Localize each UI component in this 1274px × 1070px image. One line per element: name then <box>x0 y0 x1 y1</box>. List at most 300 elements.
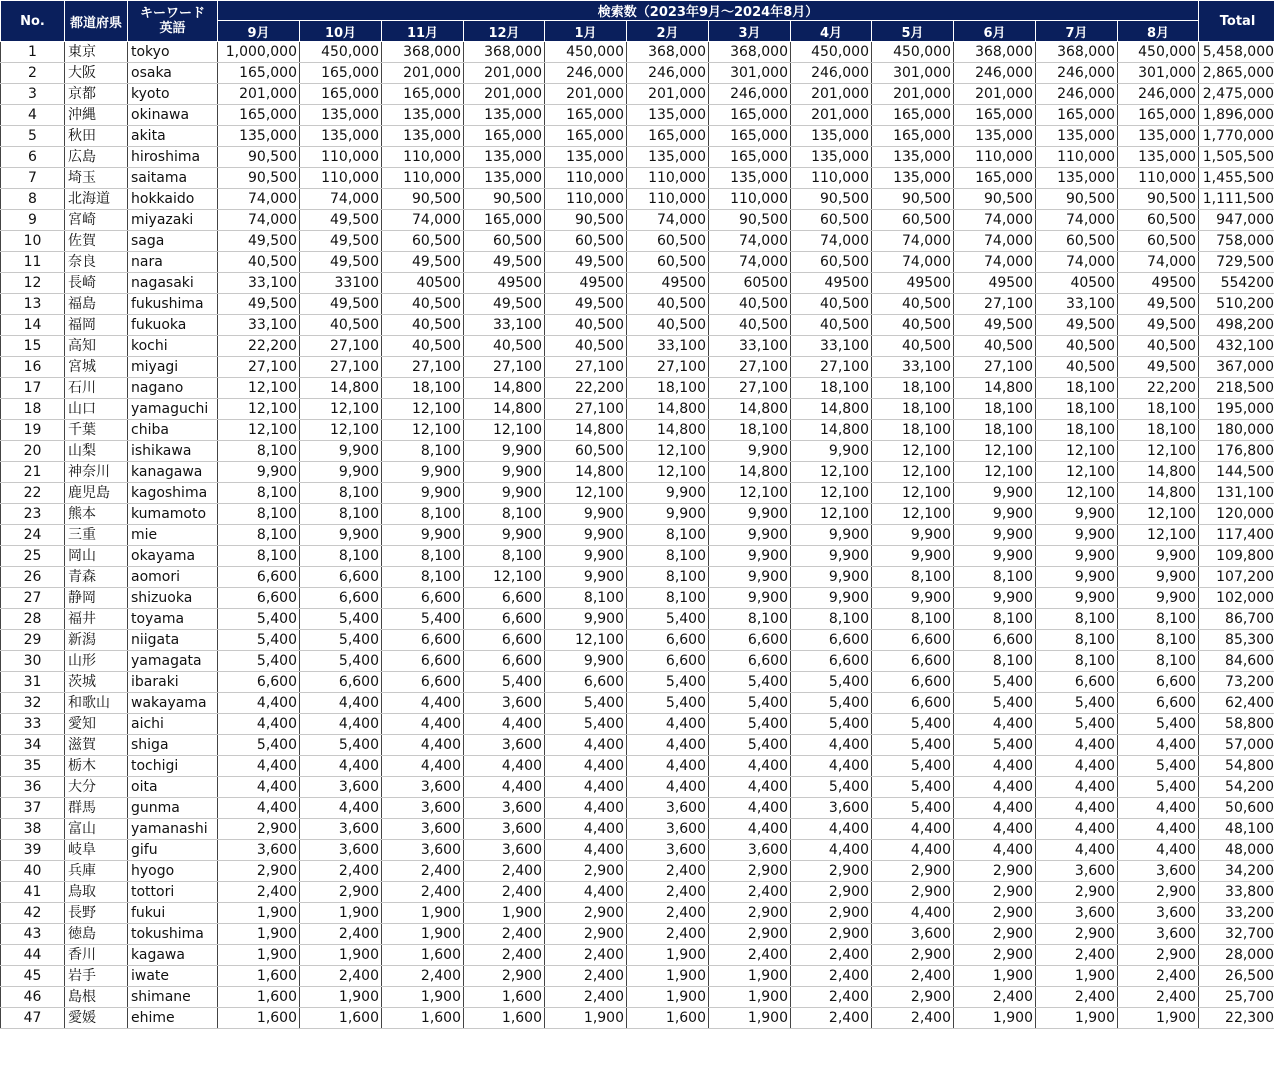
monthly-search-count: 14,800 <box>545 420 627 441</box>
monthly-search-count: 135,000 <box>1118 147 1199 168</box>
monthly-search-count: 74,000 <box>218 210 300 231</box>
monthly-search-count: 49,500 <box>1118 294 1199 315</box>
prefecture-name: 大阪 <box>65 63 128 84</box>
row-number: 7 <box>1 168 65 189</box>
total-search-count: 85,300 <box>1199 630 1274 651</box>
prefecture-name: 熊本 <box>65 504 128 525</box>
monthly-search-count: 6,600 <box>627 630 709 651</box>
monthly-search-count: 40,500 <box>1118 336 1199 357</box>
monthly-search-count: 60,500 <box>464 231 545 252</box>
monthly-search-count: 8,100 <box>218 504 300 525</box>
row-number: 29 <box>1 630 65 651</box>
monthly-search-count: 301,000 <box>1118 63 1199 84</box>
monthly-search-count: 4,400 <box>709 756 791 777</box>
monthly-search-count: 4,400 <box>382 714 464 735</box>
keyword-english: fukui <box>128 903 218 924</box>
prefecture-name: 兵庫 <box>65 861 128 882</box>
monthly-search-count: 33,100 <box>464 315 545 336</box>
monthly-search-count: 40,500 <box>709 294 791 315</box>
monthly-search-count: 201,000 <box>382 63 464 84</box>
header-month: 12月 <box>464 21 545 42</box>
monthly-search-count: 9,900 <box>464 483 545 504</box>
monthly-search-count: 2,900 <box>954 882 1036 903</box>
monthly-search-count: 49,500 <box>545 294 627 315</box>
total-search-count: 25,700 <box>1199 987 1274 1008</box>
monthly-search-count: 8,100 <box>300 504 382 525</box>
monthly-search-count: 4,400 <box>300 693 382 714</box>
row-number: 43 <box>1 924 65 945</box>
monthly-search-count: 135,000 <box>382 105 464 126</box>
monthly-search-count: 110,000 <box>300 147 382 168</box>
monthly-search-count: 3,600 <box>464 735 545 756</box>
monthly-search-count: 60,500 <box>1036 231 1118 252</box>
row-number: 5 <box>1 126 65 147</box>
table-row <box>1 546 1274 567</box>
prefecture-name: 山形 <box>65 651 128 672</box>
monthly-search-count: 9,900 <box>954 504 1036 525</box>
monthly-search-count: 49,500 <box>218 294 300 315</box>
monthly-search-count: 49,500 <box>464 252 545 273</box>
keyword-english: tokushima <box>128 924 218 945</box>
table-row <box>1 420 1274 441</box>
monthly-search-count: 74,000 <box>627 210 709 231</box>
monthly-search-count: 1,900 <box>627 966 709 987</box>
monthly-search-count: 74,000 <box>791 231 872 252</box>
monthly-search-count: 18,100 <box>872 399 954 420</box>
monthly-search-count: 9,900 <box>300 462 382 483</box>
table-row <box>1 231 1274 252</box>
monthly-search-count: 40,500 <box>218 252 300 273</box>
monthly-search-count: 4,400 <box>545 882 627 903</box>
monthly-search-count: 110,000 <box>545 168 627 189</box>
monthly-search-count: 9,900 <box>709 504 791 525</box>
monthly-search-count: 301,000 <box>872 63 954 84</box>
total-search-count: 33,800 <box>1199 882 1274 903</box>
monthly-search-count: 33,100 <box>218 273 300 294</box>
header-keyword-line2: 英語 <box>159 21 186 36</box>
monthly-search-count: 110,000 <box>954 147 1036 168</box>
monthly-search-count: 74,000 <box>382 210 464 231</box>
monthly-search-count: 3,600 <box>627 840 709 861</box>
monthly-search-count: 9,900 <box>300 525 382 546</box>
row-number: 17 <box>1 378 65 399</box>
monthly-search-count: 8,100 <box>218 546 300 567</box>
monthly-search-count: 165,000 <box>709 126 791 147</box>
monthly-search-count: 6,600 <box>709 630 791 651</box>
monthly-search-count: 3,600 <box>1036 903 1118 924</box>
monthly-search-count: 2,400 <box>1118 966 1199 987</box>
monthly-search-count: 40,500 <box>872 336 954 357</box>
monthly-search-count: 6,600 <box>382 630 464 651</box>
keyword-english: tottori <box>128 882 218 903</box>
prefecture-name: 富山 <box>65 819 128 840</box>
monthly-search-count: 4,400 <box>1036 735 1118 756</box>
monthly-search-count: 9,900 <box>954 483 1036 504</box>
monthly-search-count: 14,800 <box>1118 462 1199 483</box>
monthly-search-count: 12,100 <box>218 378 300 399</box>
table-row <box>1 189 1274 210</box>
table-row <box>1 630 1274 651</box>
monthly-search-count: 1,600 <box>218 966 300 987</box>
monthly-search-count: 3,600 <box>1036 861 1118 882</box>
monthly-search-count: 6,600 <box>872 693 954 714</box>
table-row <box>1 105 1274 126</box>
monthly-search-count: 33,100 <box>218 315 300 336</box>
monthly-search-count: 90,500 <box>1036 189 1118 210</box>
monthly-search-count: 1,900 <box>382 924 464 945</box>
monthly-search-count: 2,400 <box>1118 987 1199 1008</box>
monthly-search-count: 18,100 <box>1118 399 1199 420</box>
monthly-search-count: 3,600 <box>382 798 464 819</box>
monthly-search-count: 40,500 <box>627 315 709 336</box>
monthly-search-count: 90,500 <box>1118 189 1199 210</box>
monthly-search-count: 3,600 <box>300 840 382 861</box>
monthly-search-count: 135,000 <box>872 168 954 189</box>
monthly-search-count: 9,900 <box>1036 546 1118 567</box>
monthly-search-count: 4,400 <box>464 777 545 798</box>
keyword-english: shizuoka <box>128 588 218 609</box>
monthly-search-count: 5,400 <box>218 630 300 651</box>
monthly-search-count: 8,100 <box>218 441 300 462</box>
monthly-search-count: 3,600 <box>627 819 709 840</box>
monthly-search-count: 12,100 <box>709 483 791 504</box>
monthly-search-count: 49500 <box>627 273 709 294</box>
row-number: 32 <box>1 693 65 714</box>
monthly-search-count: 90,500 <box>791 189 872 210</box>
monthly-search-count: 9,900 <box>627 504 709 525</box>
monthly-search-count: 2,400 <box>464 945 545 966</box>
keyword-english: mie <box>128 525 218 546</box>
monthly-search-count: 12,100 <box>1118 525 1199 546</box>
monthly-search-count: 2,400 <box>627 903 709 924</box>
header-month: 3月 <box>709 21 791 42</box>
prefecture-name: 愛知 <box>65 714 128 735</box>
monthly-search-count: 33100 <box>300 273 382 294</box>
monthly-search-count: 8,100 <box>627 525 709 546</box>
monthly-search-count: 2,900 <box>791 903 872 924</box>
table-row <box>1 210 1274 231</box>
monthly-search-count: 9,900 <box>464 462 545 483</box>
table-row <box>1 609 1274 630</box>
keyword-english: miyazaki <box>128 210 218 231</box>
total-search-count: 54,200 <box>1199 777 1274 798</box>
total-search-count: 84,600 <box>1199 651 1274 672</box>
monthly-search-count: 40,500 <box>1036 357 1118 378</box>
monthly-search-count: 18,100 <box>872 420 954 441</box>
monthly-search-count: 49,500 <box>382 252 464 273</box>
prefecture-name: 群馬 <box>65 798 128 819</box>
monthly-search-count: 4,400 <box>545 798 627 819</box>
monthly-search-count: 33,100 <box>709 336 791 357</box>
total-search-count: 54,800 <box>1199 756 1274 777</box>
monthly-search-count: 40,500 <box>382 315 464 336</box>
monthly-search-count: 2,900 <box>1036 924 1118 945</box>
monthly-search-count: 60,500 <box>545 231 627 252</box>
monthly-search-count: 165,000 <box>627 126 709 147</box>
keyword-english: kanagawa <box>128 462 218 483</box>
row-number: 24 <box>1 525 65 546</box>
monthly-search-count: 165,000 <box>300 63 382 84</box>
monthly-search-count: 6,600 <box>872 672 954 693</box>
monthly-search-count: 246,000 <box>954 63 1036 84</box>
monthly-search-count: 3,600 <box>300 819 382 840</box>
monthly-search-count: 4,400 <box>382 756 464 777</box>
monthly-search-count: 1,900 <box>1036 966 1118 987</box>
monthly-search-count: 2,900 <box>709 903 791 924</box>
monthly-search-count: 9,900 <box>791 441 872 462</box>
prefecture-name: 和歌山 <box>65 693 128 714</box>
monthly-search-count: 5,400 <box>627 609 709 630</box>
monthly-search-count: 165,000 <box>218 105 300 126</box>
monthly-search-count: 165,000 <box>709 147 791 168</box>
monthly-search-count: 5,400 <box>954 735 1036 756</box>
monthly-search-count: 135,000 <box>545 147 627 168</box>
monthly-search-count: 1,900 <box>300 987 382 1008</box>
prefecture-name: 徳島 <box>65 924 128 945</box>
prefecture-name: 石川 <box>65 378 128 399</box>
monthly-search-count: 5,400 <box>464 672 545 693</box>
monthly-search-count: 4,400 <box>1118 735 1199 756</box>
total-search-count: 1,111,500 <box>1199 189 1274 210</box>
keyword-english: okayama <box>128 546 218 567</box>
monthly-search-count: 40,500 <box>300 315 382 336</box>
monthly-search-count: 5,400 <box>545 714 627 735</box>
monthly-search-count: 6,600 <box>300 567 382 588</box>
monthly-search-count: 6,600 <box>300 672 382 693</box>
monthly-search-count: 40,500 <box>954 336 1036 357</box>
monthly-search-count: 3,600 <box>791 798 872 819</box>
total-search-count: 1,505,500 <box>1199 147 1274 168</box>
monthly-search-count: 5,400 <box>300 609 382 630</box>
monthly-search-count: 9,900 <box>872 546 954 567</box>
keyword-english: yamaguchi <box>128 399 218 420</box>
monthly-search-count: 18,100 <box>1036 420 1118 441</box>
monthly-search-count: 110,000 <box>627 168 709 189</box>
total-search-count: 218,500 <box>1199 378 1274 399</box>
monthly-search-count: 246,000 <box>1118 84 1199 105</box>
monthly-search-count: 5,400 <box>300 651 382 672</box>
keyword-english: saga <box>128 231 218 252</box>
monthly-search-count: 201,000 <box>545 84 627 105</box>
monthly-search-count: 6,600 <box>1036 672 1118 693</box>
monthly-search-count: 12,100 <box>627 441 709 462</box>
row-number: 12 <box>1 273 65 294</box>
prefecture-name: 鹿児島 <box>65 483 128 504</box>
keyword-english: toyama <box>128 609 218 630</box>
monthly-search-count: 14,800 <box>791 420 872 441</box>
monthly-search-count: 135,000 <box>627 147 709 168</box>
monthly-search-count: 49,500 <box>1118 315 1199 336</box>
monthly-search-count: 2,900 <box>218 819 300 840</box>
monthly-search-count: 12,100 <box>791 504 872 525</box>
monthly-search-count: 90,500 <box>954 189 1036 210</box>
monthly-search-count: 6,600 <box>382 588 464 609</box>
monthly-search-count: 8,100 <box>382 546 464 567</box>
monthly-search-count: 5,400 <box>627 672 709 693</box>
monthly-search-count: 49,500 <box>954 315 1036 336</box>
monthly-search-count: 135,000 <box>464 168 545 189</box>
monthly-search-count: 27,100 <box>791 357 872 378</box>
keyword-english: shimane <box>128 987 218 1008</box>
monthly-search-count: 5,400 <box>382 609 464 630</box>
table-row <box>1 378 1274 399</box>
monthly-search-count: 9,900 <box>545 525 627 546</box>
monthly-search-count: 4,400 <box>791 735 872 756</box>
total-search-count: 117,400 <box>1199 525 1274 546</box>
monthly-search-count: 5,400 <box>627 693 709 714</box>
monthly-search-count: 2,900 <box>709 924 791 945</box>
prefecture-name: 茨城 <box>65 672 128 693</box>
monthly-search-count: 14,800 <box>709 462 791 483</box>
monthly-search-count: 5,400 <box>709 672 791 693</box>
monthly-search-count: 246,000 <box>709 84 791 105</box>
header-month: 4月 <box>791 21 872 42</box>
monthly-search-count: 27,100 <box>954 357 1036 378</box>
monthly-search-count: 12,100 <box>1036 483 1118 504</box>
total-search-count: 26,500 <box>1199 966 1274 987</box>
header-month: 7月 <box>1036 21 1118 42</box>
monthly-search-count: 2,900 <box>218 861 300 882</box>
monthly-search-count: 18,100 <box>954 420 1036 441</box>
monthly-search-count: 12,100 <box>872 462 954 483</box>
monthly-search-count: 9,900 <box>954 588 1036 609</box>
monthly-search-count: 9,900 <box>218 462 300 483</box>
table-row <box>1 84 1274 105</box>
row-number: 14 <box>1 315 65 336</box>
monthly-search-count: 2,900 <box>545 861 627 882</box>
table-row <box>1 672 1274 693</box>
monthly-search-count: 18,100 <box>1036 399 1118 420</box>
header-month: 9月 <box>218 21 300 42</box>
prefecture-name: 岡山 <box>65 546 128 567</box>
monthly-search-count: 368,000 <box>954 42 1036 63</box>
monthly-search-count: 2,900 <box>545 924 627 945</box>
monthly-search-count: 49,500 <box>1118 357 1199 378</box>
monthly-search-count: 450,000 <box>300 42 382 63</box>
monthly-search-count: 2,900 <box>791 924 872 945</box>
table-row <box>1 252 1274 273</box>
monthly-search-count: 5,400 <box>954 672 1036 693</box>
monthly-search-count: 9,900 <box>1036 504 1118 525</box>
monthly-search-count: 40,500 <box>872 315 954 336</box>
keyword-english: aomori <box>128 567 218 588</box>
monthly-search-count: 4,400 <box>1036 777 1118 798</box>
total-search-count: 34,200 <box>1199 861 1274 882</box>
monthly-search-count: 14,800 <box>791 399 872 420</box>
monthly-search-count: 135,000 <box>872 147 954 168</box>
monthly-search-count: 110,000 <box>300 168 382 189</box>
monthly-search-count: 110,000 <box>382 168 464 189</box>
total-search-count: 22,300 <box>1199 1008 1274 1029</box>
monthly-search-count: 165,000 <box>1036 105 1118 126</box>
monthly-search-count: 165,000 <box>872 105 954 126</box>
monthly-search-count: 9,900 <box>954 546 1036 567</box>
monthly-search-count: 8,100 <box>382 504 464 525</box>
monthly-search-count: 110,000 <box>791 168 872 189</box>
total-search-count: 2,865,000 <box>1199 63 1274 84</box>
monthly-search-count: 1,900 <box>300 903 382 924</box>
monthly-search-count: 33,100 <box>872 357 954 378</box>
monthly-search-count: 135,000 <box>954 126 1036 147</box>
monthly-search-count: 49,500 <box>464 294 545 315</box>
total-search-count: 86,700 <box>1199 609 1274 630</box>
monthly-search-count: 165,000 <box>218 63 300 84</box>
monthly-search-count: 74,000 <box>300 189 382 210</box>
monthly-search-count: 135,000 <box>464 105 545 126</box>
monthly-search-count: 40,500 <box>382 336 464 357</box>
monthly-search-count: 4,400 <box>954 798 1036 819</box>
row-number: 45 <box>1 966 65 987</box>
monthly-search-count: 74,000 <box>872 252 954 273</box>
monthly-search-count: 2,400 <box>382 966 464 987</box>
monthly-search-count: 49,500 <box>300 210 382 231</box>
monthly-search-count: 40,500 <box>1036 336 1118 357</box>
prefecture-name: 鳥取 <box>65 882 128 903</box>
prefecture-name: 東京 <box>65 42 128 63</box>
monthly-search-count: 49500 <box>545 273 627 294</box>
monthly-search-count: 74,000 <box>954 210 1036 231</box>
table-row <box>1 336 1274 357</box>
header-prefecture: 都道府県 <box>65 1 128 42</box>
table-row <box>1 441 1274 462</box>
total-search-count: 62,400 <box>1199 693 1274 714</box>
monthly-search-count: 2,400 <box>627 882 709 903</box>
monthly-search-count: 450,000 <box>545 42 627 63</box>
keyword-english: yamagata <box>128 651 218 672</box>
monthly-search-count: 4,400 <box>627 714 709 735</box>
monthly-search-count: 8,100 <box>1118 651 1199 672</box>
monthly-search-count: 4,400 <box>545 819 627 840</box>
monthly-search-count: 9,900 <box>709 546 791 567</box>
total-search-count: 947,000 <box>1199 210 1274 231</box>
monthly-search-count: 8,100 <box>218 483 300 504</box>
monthly-search-count: 49500 <box>791 273 872 294</box>
monthly-search-count: 8,100 <box>1118 630 1199 651</box>
prefecture-name: 岩手 <box>65 966 128 987</box>
monthly-search-count: 6,600 <box>464 630 545 651</box>
total-search-count: 510,200 <box>1199 294 1274 315</box>
monthly-search-count: 5,400 <box>872 735 954 756</box>
monthly-search-count: 2,900 <box>872 987 954 1008</box>
row-number: 3 <box>1 84 65 105</box>
monthly-search-count: 5,400 <box>1118 777 1199 798</box>
monthly-search-count: 74,000 <box>709 252 791 273</box>
monthly-search-count: 1,000,000 <box>218 42 300 63</box>
monthly-search-count: 49,500 <box>545 252 627 273</box>
monthly-search-count: 6,600 <box>300 588 382 609</box>
monthly-search-count: 165,000 <box>464 126 545 147</box>
keyword-english: nara <box>128 252 218 273</box>
total-search-count: 102,000 <box>1199 588 1274 609</box>
row-number: 2 <box>1 63 65 84</box>
monthly-search-count: 1,600 <box>627 1008 709 1029</box>
table-row <box>1 693 1274 714</box>
monthly-search-count: 22,200 <box>218 336 300 357</box>
monthly-search-count: 90,500 <box>545 210 627 231</box>
monthly-search-count: 6,600 <box>464 609 545 630</box>
prefecture-name: 秋田 <box>65 126 128 147</box>
monthly-search-count: 2,900 <box>872 882 954 903</box>
monthly-search-count: 135,000 <box>1118 126 1199 147</box>
monthly-search-count: 6,600 <box>218 588 300 609</box>
table-row <box>1 462 1274 483</box>
monthly-search-count: 27,100 <box>300 336 382 357</box>
monthly-search-count: 8,100 <box>382 567 464 588</box>
total-search-count: 498,200 <box>1199 315 1274 336</box>
monthly-search-count: 1,600 <box>382 945 464 966</box>
monthly-search-count: 9,900 <box>382 462 464 483</box>
monthly-search-count: 27,100 <box>382 357 464 378</box>
